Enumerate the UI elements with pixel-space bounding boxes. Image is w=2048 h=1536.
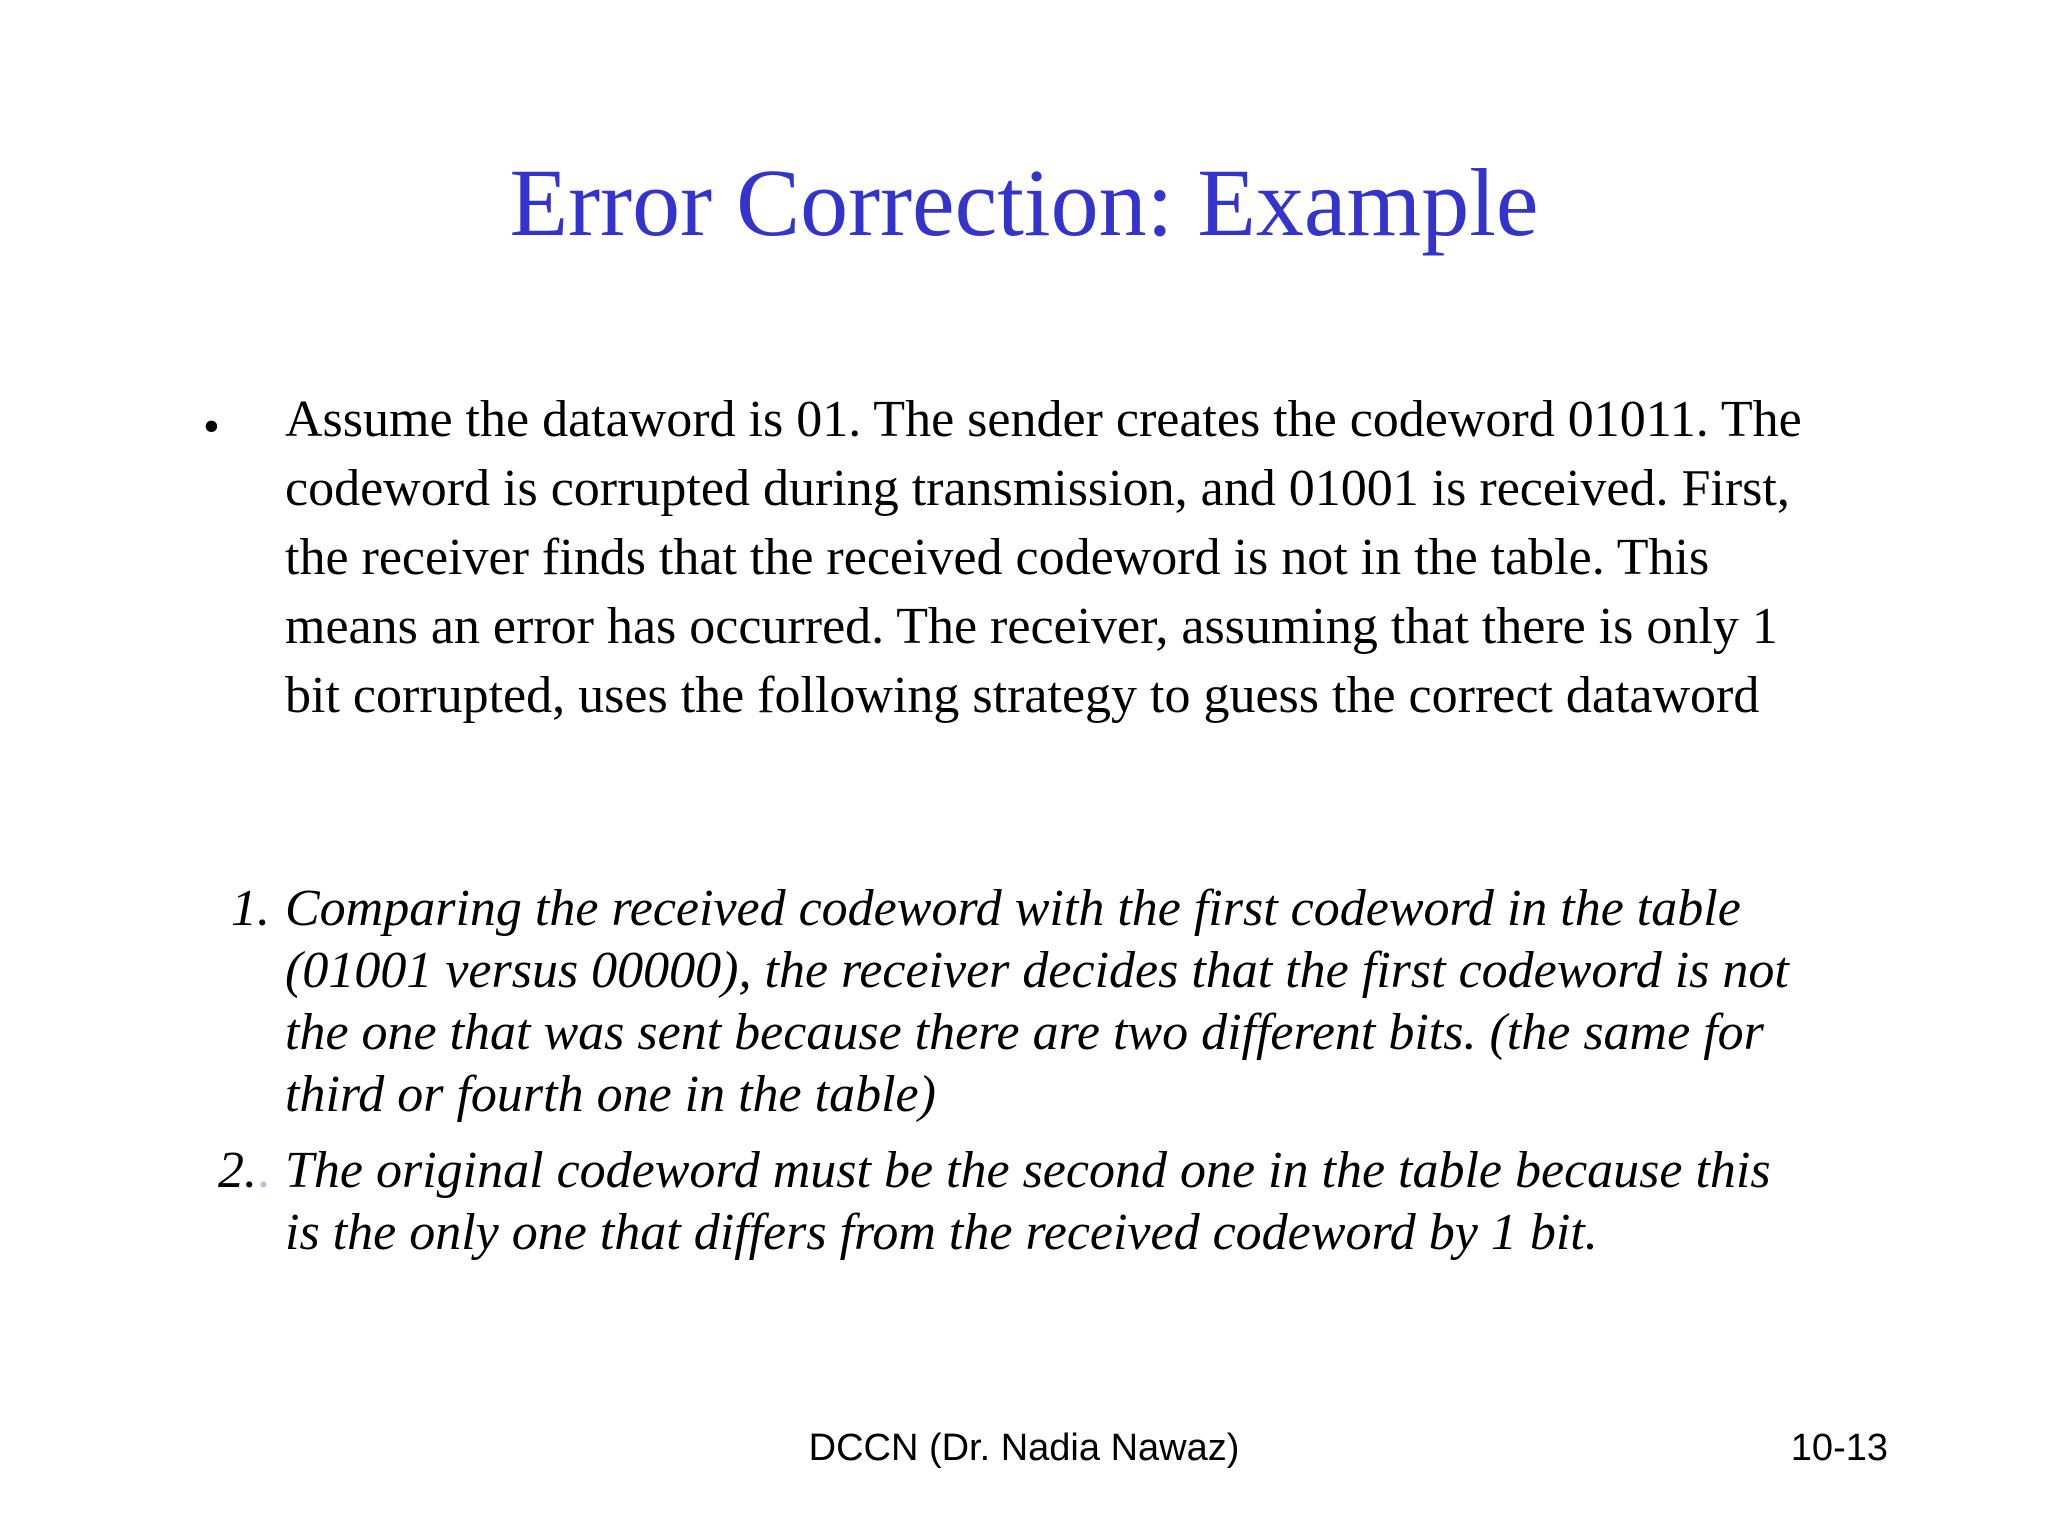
step-2-number-wrap: [200, 1140, 270, 1202]
footer-course: DCCN (Dr. Nadia Nawaz): [808, 1427, 1240, 1469]
bullet-marker: •: [203, 400, 220, 453]
step-2: [218, 1140, 1805, 1264]
slide-title: Error Correction: Example: [509, 149, 1539, 256]
bullet-text: Assume the dataword is 01. The sender creates the codeword 01011. The codeword is corrupted during transmission, and 01001 is received. First, the receiver finds that the received codeword is not in the table. This means an error has occurred. The receiver, assuming that there is only 1 bit corrupted, uses the following strategy to guess the correct dataword: [285, 391, 1802, 724]
step-1: [231, 878, 1805, 1126]
step-2-text: The original codeword must be the second one in the table because this is the only one that differs from the received codeword by 1 bit.: [285, 1142, 1771, 1261]
step-1-text: Comparing the received codeword with the first codeword in the table (01001 versus 00000), the receiver decides that the first codeword is not the one that was sent because there are two different bits. (the same for third or fourth one in the table): [285, 880, 1789, 1123]
footer-page-number: 10-13: [1790, 1427, 1888, 1469]
step-2-extra-dot: .: [257, 1142, 270, 1199]
step-2-number: 2.: [218, 1142, 257, 1199]
step-1-number: 1.: [231, 880, 270, 937]
